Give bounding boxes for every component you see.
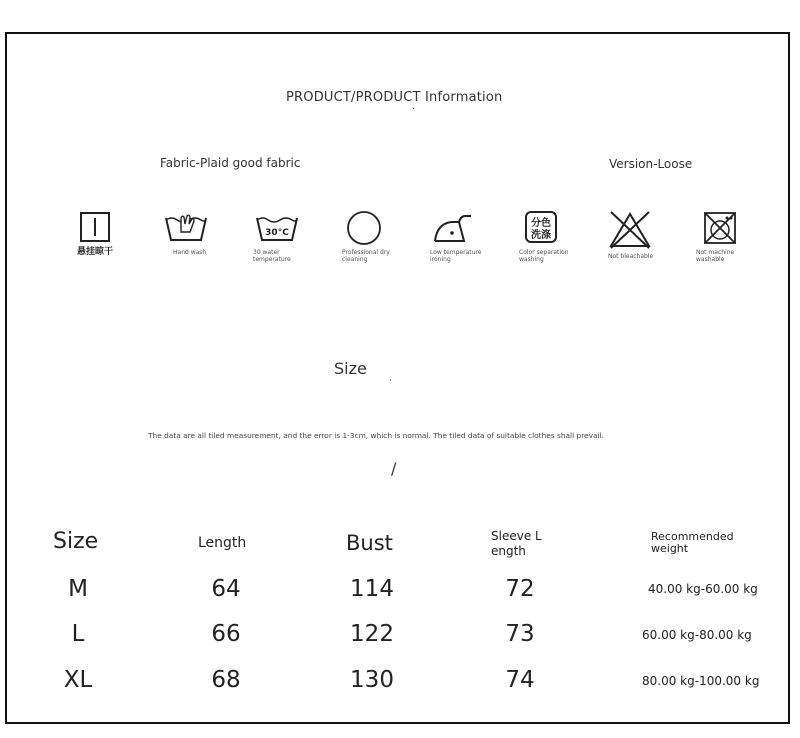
row-l-sleeve: 73 bbox=[505, 621, 535, 647]
row-l-size: L bbox=[71, 621, 85, 647]
measurement-note: The data are all tiled measurement, and the error is 1-3cm, which is normal. The tiled data of suitable clothes shall prevail. bbox=[148, 431, 604, 440]
care-item-no-machine-wash bbox=[680, 210, 760, 263]
header-bust: Bust bbox=[346, 531, 393, 555]
header-recommended-weight: Recommended weight bbox=[651, 530, 734, 555]
care-label: Professional dry cleaning bbox=[342, 249, 390, 263]
header-size: Size bbox=[53, 529, 99, 554]
row-l-length: 66 bbox=[211, 621, 241, 647]
fabric-label: Fabric-Plaid good fabric bbox=[160, 156, 301, 170]
hang-dry-icon bbox=[77, 210, 113, 246]
color-separation-symbol-top: 分色 bbox=[531, 218, 551, 229]
page-title: PRODUCT/PRODUCT Information bbox=[286, 90, 503, 105]
no-machine-wash-icon bbox=[700, 210, 740, 246]
color-separation-symbol-bottom: 洗涤 bbox=[531, 230, 551, 241]
dry-clean-icon bbox=[344, 210, 384, 246]
header-length: Length bbox=[198, 535, 247, 551]
version-label: Version-Loose bbox=[609, 157, 693, 171]
row-m-length: 64 bbox=[211, 576, 241, 602]
care-item-wash-30 bbox=[237, 210, 317, 263]
row-m-sleeve: 72 bbox=[505, 576, 535, 602]
row-xl-sleeve: 74 bbox=[505, 667, 535, 693]
care-label: Low temperature ironing bbox=[430, 249, 482, 263]
row-l-weight: 60.00 kg-80.00 kg bbox=[642, 628, 752, 642]
care-label: Not machine washable bbox=[696, 249, 735, 263]
care-label: 悬挂晾干 bbox=[76, 247, 113, 257]
iron-low-icon bbox=[431, 210, 475, 246]
care-item-dry-clean bbox=[324, 210, 404, 263]
row-xl-length: 68 bbox=[211, 667, 241, 693]
care-item-hand-wash bbox=[146, 210, 226, 256]
care-item-hang-dry bbox=[55, 210, 135, 256]
hand-wash-icon bbox=[163, 210, 209, 246]
row-m-weight: 40.00 kg-60.00 kg bbox=[648, 582, 758, 596]
care-label: 30 water temperature bbox=[253, 249, 291, 263]
care-label: Not bleachable bbox=[608, 253, 654, 260]
care-item-iron-low bbox=[413, 210, 493, 263]
size-heading: Size bbox=[334, 359, 367, 378]
separator: / bbox=[391, 459, 397, 478]
row-l-bust: 122 bbox=[350, 621, 394, 647]
care-label: Color separation washing bbox=[519, 249, 569, 263]
color-separation-icon bbox=[521, 210, 561, 246]
row-m-size: M bbox=[68, 576, 88, 602]
care-item-no-bleach bbox=[590, 210, 670, 260]
row-xl-weight: 80.00 kg-100.00 kg bbox=[642, 674, 760, 688]
wash-30-symbol: 30°C bbox=[265, 228, 289, 238]
row-m-bust: 114 bbox=[350, 576, 394, 602]
care-label: Hand wash bbox=[173, 249, 207, 256]
wash-30-icon bbox=[254, 210, 300, 246]
decorative-dot: · bbox=[389, 376, 392, 386]
header-sleeve-length: Sleeve L ength bbox=[491, 529, 542, 558]
row-xl-bust: 130 bbox=[350, 667, 394, 693]
no-bleach-icon bbox=[607, 210, 653, 250]
care-item-color-separation bbox=[501, 210, 581, 263]
row-xl-size: XL bbox=[63, 667, 93, 693]
decorative-dot: · bbox=[412, 104, 416, 115]
